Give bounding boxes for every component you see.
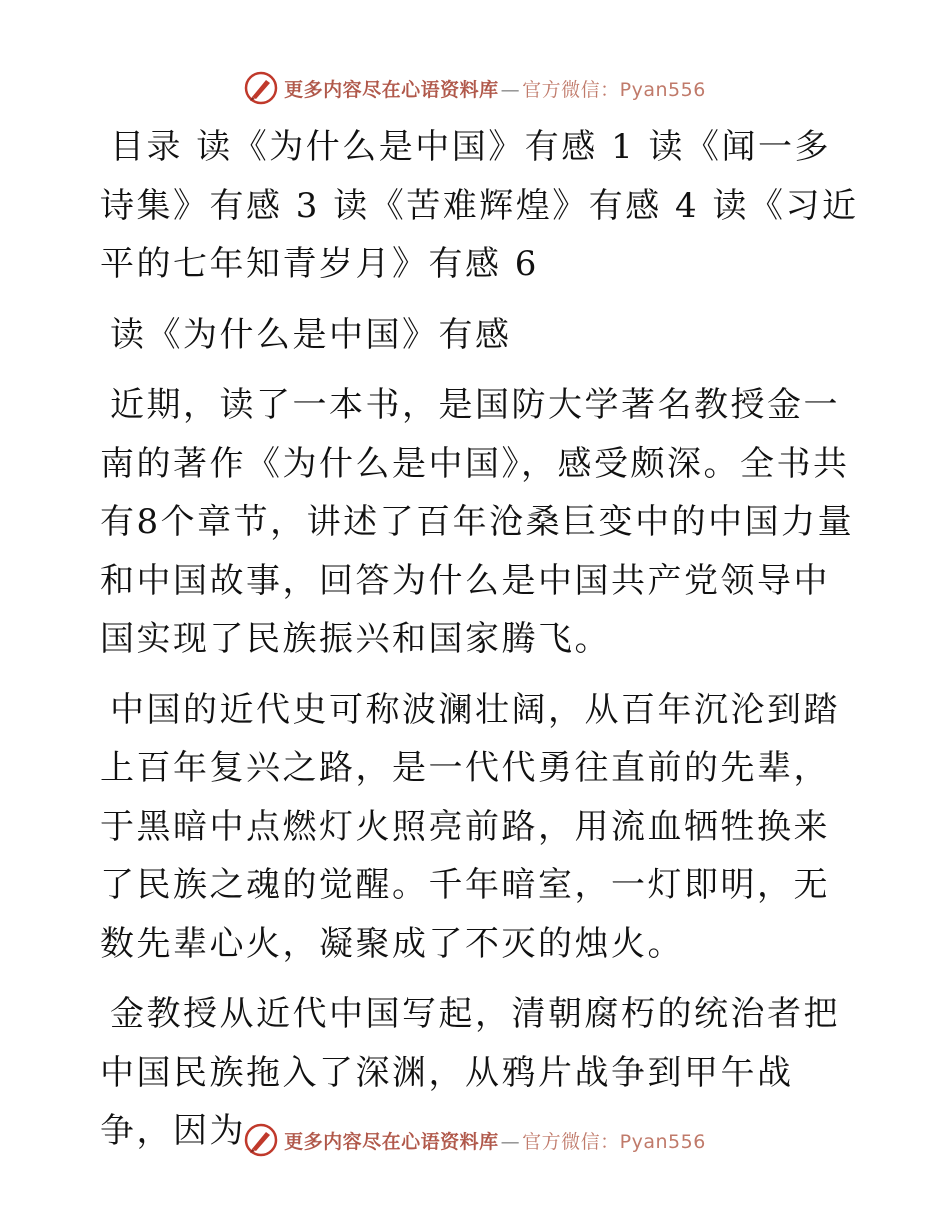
pen-logo-icon (244, 1123, 278, 1157)
watermark-text (284, 75, 706, 102)
watermark-text (284, 1127, 706, 1154)
body-paragraph: 中国的近代史可称波澜壮阔，从百年沉沦到踏上百年复兴之路，是一代代勇往直前的先辈，于黑暗中点燃灯火照亮前路，用流血牺牲换来了民族之魂的觉醒。千年暗室，一灯即明，无数先辈心火，凝聚成了不灭的烛火。 (100, 689, 840, 964)
pen-logo-icon (244, 71, 278, 105)
table-of-contents: 目录 读《为什么是中国》有感 1 读《闻一多诗集》有感 3 读《苦难辉煌》有感 4 读《习近平的七年知青岁月》有感 6 (100, 127, 859, 284)
section-heading: 读《为什么是中国》有感 (110, 314, 512, 355)
watermark-main-text: 更多内容尽在心语资料库 (284, 1130, 499, 1153)
watermark-main-text: 更多内容尽在心语资料库 (284, 78, 499, 101)
watermark-separator: — (500, 78, 521, 101)
document-body (100, 118, 860, 1173)
header-watermark (0, 68, 950, 108)
body-paragraph: 金教授从近代中国写起，清朝腐朽的统治者把中国民族拖入了深渊，从鸦片战争到甲午战争，因为 (100, 994, 840, 1151)
watermark-separator: — (500, 1130, 521, 1153)
watermark-contact: 官方微信：Pyan556 (522, 1130, 706, 1153)
body-paragraph: 近期，读了一本书，是国防大学著名教授金一南的著作《为什么是中国》，感受颇深。全书共有8个章节，讲述了百年沧桑巨变中的中国力量和中国故事，回答为什么是中国共产党领导中国实现了民族振兴和国家腾飞。 (100, 385, 855, 659)
footer-watermark (0, 1120, 950, 1160)
watermark-contact: 官方微信：Pyan556 (522, 78, 706, 101)
